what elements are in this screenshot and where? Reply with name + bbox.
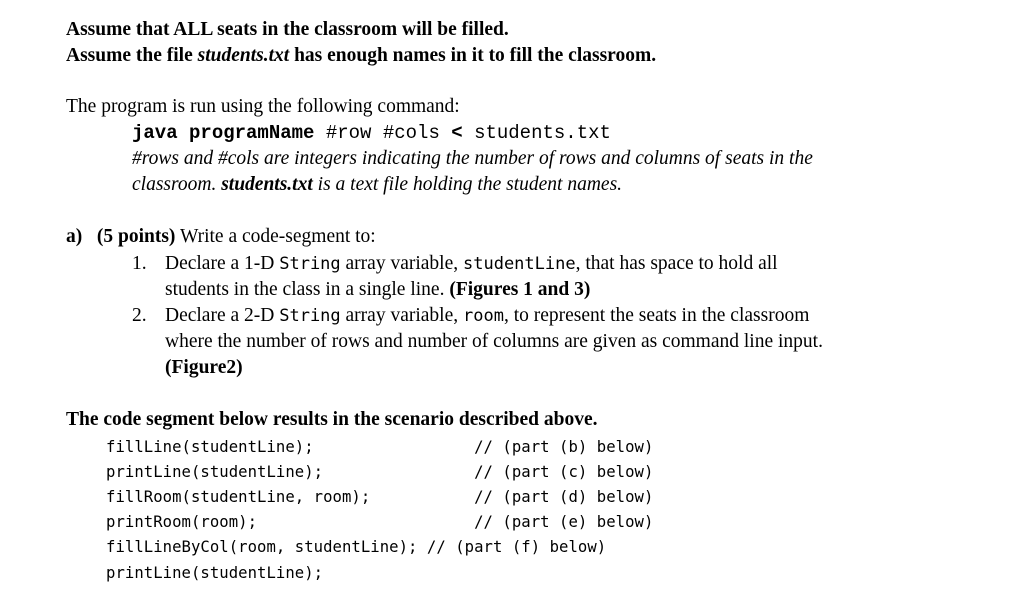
item-text: , to represent the seats in the classroom [503,305,810,326]
run-command [132,121,611,145]
item-text: Declare a 1-D [165,253,280,274]
assumption-text: Assume the file [66,45,198,66]
inline-code-string: String [279,306,341,326]
code-line: fillRoom(studentLine, room); // (part (d) below) [106,488,654,506]
command-file: students.txt [462,122,611,144]
code-line: fillLine(studentLine); // (part (b) below) [106,438,654,456]
code-segment-heading: The code segment below results in the scenario described above. [66,409,598,430]
assumption-text: has enough names in it to fill the classroom. [289,45,657,66]
code-line: printLine(studentLine); // (part (c) below) [106,463,654,481]
part-a-heading [66,225,376,249]
item-text: array variable, [340,253,463,274]
desc-text: classroom. [132,174,222,195]
run-description-1: #rows and #cols are integers indicating the number of rows and columns of seats in the [132,148,813,169]
inline-code-string: String [279,254,341,274]
item-2-line-1 [165,304,809,328]
desc-filename: students.txt [221,174,313,195]
assumption-filled-seats: Assume that ALL seats in the classroom will be filled. [66,19,509,40]
item-1-line-2 [165,278,590,302]
item-text: Declare a 2-D [165,305,280,326]
figure-reference: (Figure2) [165,357,243,378]
desc-text: is a text file holding the student names. [312,174,623,195]
run-intro: The program is run using the following command: [66,96,460,117]
inline-code-variable: studentLine [463,254,576,274]
command-java: java [132,122,190,144]
assumption-students-file [66,44,656,68]
part-a-label: a) [66,226,83,247]
item-2-number: 2. [132,305,147,326]
item-1-number: 1. [132,253,147,274]
item-text: array variable, [340,305,463,326]
command-program: programName [189,122,315,144]
filename: students.txt [197,45,290,66]
command-args: #row #cols [314,122,452,144]
code-line: printLine(studentLine); [106,564,324,582]
command-redirect: < [451,122,463,144]
part-a-intro: Write a code-segment to: [175,226,376,247]
code-line: fillLineByCol(room, studentLine); // (part (f) below) [106,538,607,556]
run-description-2 [132,173,622,197]
item-2-line-2: where the number of rows and number of columns are given as command line input. [165,331,823,352]
inline-code-variable: room [463,306,504,326]
figure-reference: (Figures 1 and 3) [449,279,591,300]
item-1-line-1 [165,252,778,276]
item-text: students in the class in a single line. [165,279,450,300]
item-text: , that has space to hold all [575,253,778,274]
part-a-points: (5 points) [96,226,176,247]
code-line: printRoom(room); // (part (e) below) [106,513,654,531]
